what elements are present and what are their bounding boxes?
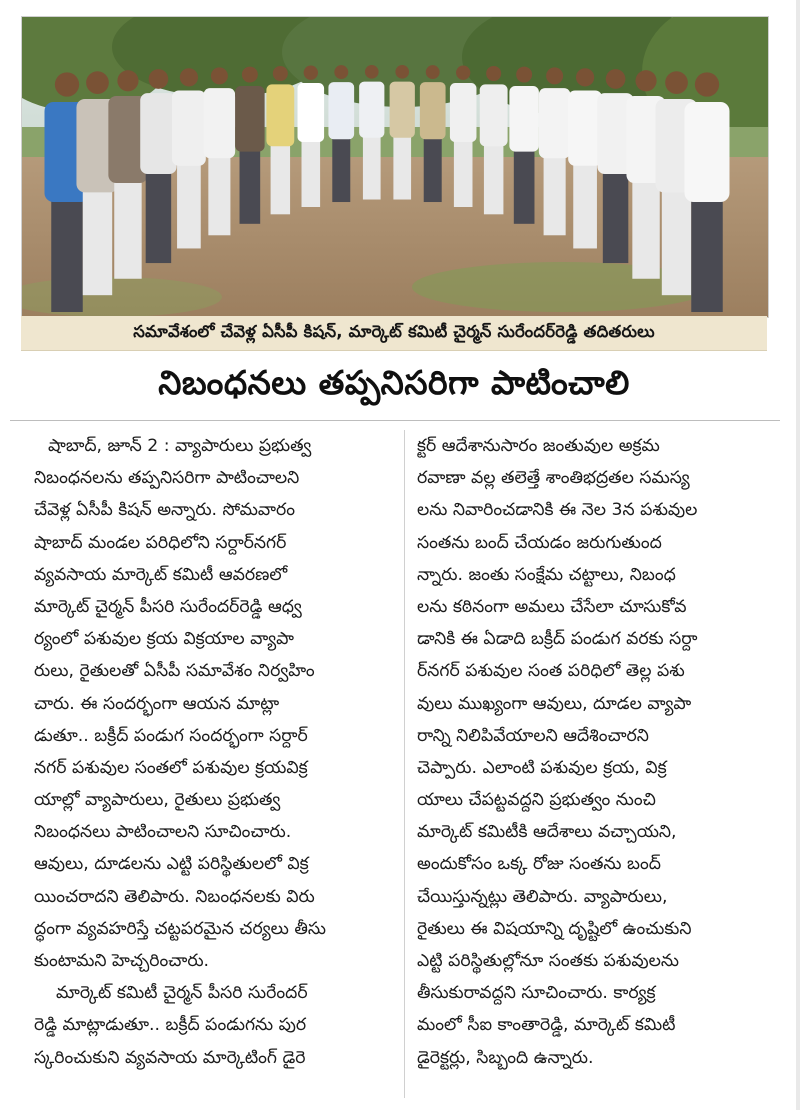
- article-line: షాబాద్ మండల పరిధిలోని సర్దార్‌నగర్: [34, 532, 287, 553]
- article-line: డానికి ఈ ఏడాది బక్రీద్ పండుగ వరకు సర్దా: [417, 629, 698, 650]
- group-photo-icon: [22, 17, 768, 317]
- article-line: యించరాదని తెలిపారు. నిబంధనలకు విరు: [34, 886, 315, 907]
- article-line: డుతూ.. బక్రీద్ పండుగ సందర్భంగా సర్దార్: [34, 725, 308, 746]
- article-line: యాలు చేపట్టవద్దని ప్రభుత్వం నుంచి: [417, 790, 656, 811]
- article-line: షాబాద్, జూన్ 2 : వ్యాపారులు ప్రభుత్వ: [48, 436, 312, 456]
- article-line: చారు. ఈ సందర్భంగా ఆయన మాట్లా: [34, 693, 280, 714]
- article-line: డైరెక్టర్లు, సిబ్బంది ఉన్నారు.: [417, 1047, 594, 1068]
- article-line: ఎట్టి పరిస్థితుల్లోనూ సంతకు పశువులను: [417, 951, 679, 971]
- article-line: వులు ముఖ్యంగా ఆవులు, దూడల వ్యాపా: [417, 693, 692, 714]
- article-line: మంలో సీఐ కాంతారెడ్డి, మార్కెట్ కమిటీ: [417, 1015, 676, 1036]
- article-line: సంతను బంద్ చేయడం జరుగుతుంద: [417, 532, 662, 553]
- article-line: రవాణా వల్ల తలెత్తే శాంతిభద్రతల సమస్య: [417, 468, 690, 489]
- photo-caption-bar: [21, 316, 767, 351]
- article-line: లను నివారించడానికి ఈ నెల 3న పశువుల: [417, 500, 698, 521]
- column-divider: [404, 430, 405, 1098]
- article-column-right: [417, 430, 777, 1074]
- article-line: మార్కెట్ చైర్మన్ పీసరి సురేందర్‌రెడ్డి ఆధ్వ: [34, 596, 302, 617]
- article-line: నగర్ పశువుల సంతలో పశువుల క్రయవిక్ర: [34, 757, 308, 778]
- article-line: రైతులు ఈ విషయాన్ని దృష్టిలో ఉంచుకుని: [417, 918, 692, 939]
- article-column-left: [34, 430, 394, 1074]
- article-line: క్టర్ ఆదేశానుసారం జంతువుల అక్రమ: [417, 436, 660, 456]
- article-line: స్కరించుకుని వ్యవసాయ మార్కెటింగ్ డైరె: [34, 1047, 306, 1068]
- news-photo: [21, 16, 769, 318]
- page-edge: [796, 0, 800, 1110]
- article-line: నిబంధనలు పాటించాలని సూచించారు.: [34, 822, 292, 843]
- article-line: యాల్లో వ్యాపారులు, రైతులు ప్రభుత్వ: [34, 790, 281, 811]
- article-line: రులు, రైతులతో ఏసీపీ సమావేశం నిర్వహిం: [34, 661, 315, 682]
- article-line: ఆవులు, దూడలను ఎట్టి పరిస్థితులలో విక్ర: [34, 854, 309, 875]
- article-line: మార్కెట్ కమిటీ చైర్మన్ పీసరి సురేందర్: [56, 983, 308, 1004]
- person-figure: [685, 72, 730, 312]
- person-figure: [480, 66, 508, 214]
- article-line: ర్యంలో పశువుల క్రయ విక్రయాల వ్యాపా: [34, 629, 294, 650]
- article-line: వ్యవసాయ మార్కెట్ కమిటీ ఆవరణలో: [34, 564, 288, 585]
- headline-divider: [10, 420, 780, 421]
- person-figure: [266, 66, 294, 214]
- article-line: మార్కెట్ కమిటీకి ఆదేశాలు వచ్చాయని,: [417, 822, 677, 843]
- article-line: తీసుకురావద్దని సూచించారు. కార్యక్ర: [417, 983, 656, 1004]
- article-line: న్నారు. జంతు సంక్షేమ చట్టాలు, నిబంధ: [417, 564, 676, 585]
- photo-caption: సమావేశంలో చేవెళ్ల ఏసీపీ కిషన్, మార్కెట్ కమిటీ చైర్మన్ సురేందర్‌రెడ్డి తదితరులు: [133, 321, 655, 341]
- person-figure: [140, 69, 176, 263]
- person-figure: [568, 68, 602, 248]
- article-line: చేయిస్తున్నట్లు తెలిపారు. వ్యాపారులు,: [417, 886, 668, 907]
- article-line: ర్‌నగర్ పశువుల సంత పరిధిలో తెల్ల పశు: [417, 661, 685, 682]
- person-figure: [235, 67, 265, 224]
- headline: [21, 358, 767, 414]
- article-line: నిబంధనలను తప్పనిసరిగా పాటించాలని: [34, 468, 300, 489]
- article-line: లను కఠినంగా అమలు చేసేలా చూసుకోవ: [417, 596, 687, 617]
- person-figure: [509, 67, 539, 224]
- article-line: రాన్ని నిలిపివేయాలని ఆదేశించారని: [417, 725, 649, 746]
- article-line: కుంటామని హెచ్చరించారు.: [34, 951, 210, 971]
- article-line: చెప్పారు. ఎలాంటి పశువుల క్రయ, విక్ర: [417, 757, 667, 778]
- article-line: అందుకోసం ఒక్క రోజు సంతను బంద్: [417, 854, 661, 875]
- article-line: ద్ధంగా వ్యవహరిస్తే చట్టపరమైన చర్యలు తీసు: [34, 918, 326, 939]
- headline-text: నిబంధనలు తప్పనిసరిగా పాటించాలి: [158, 362, 630, 402]
- article-line: రెడ్డి మాట్లాడుతూ.. బక్రీద్ పండుగను పుర: [34, 1015, 307, 1036]
- article-line: చేవెళ్ల ఏసీపీ కిషన్ అన్నారు. సోమవారం: [34, 500, 296, 521]
- person-figure: [328, 65, 354, 202]
